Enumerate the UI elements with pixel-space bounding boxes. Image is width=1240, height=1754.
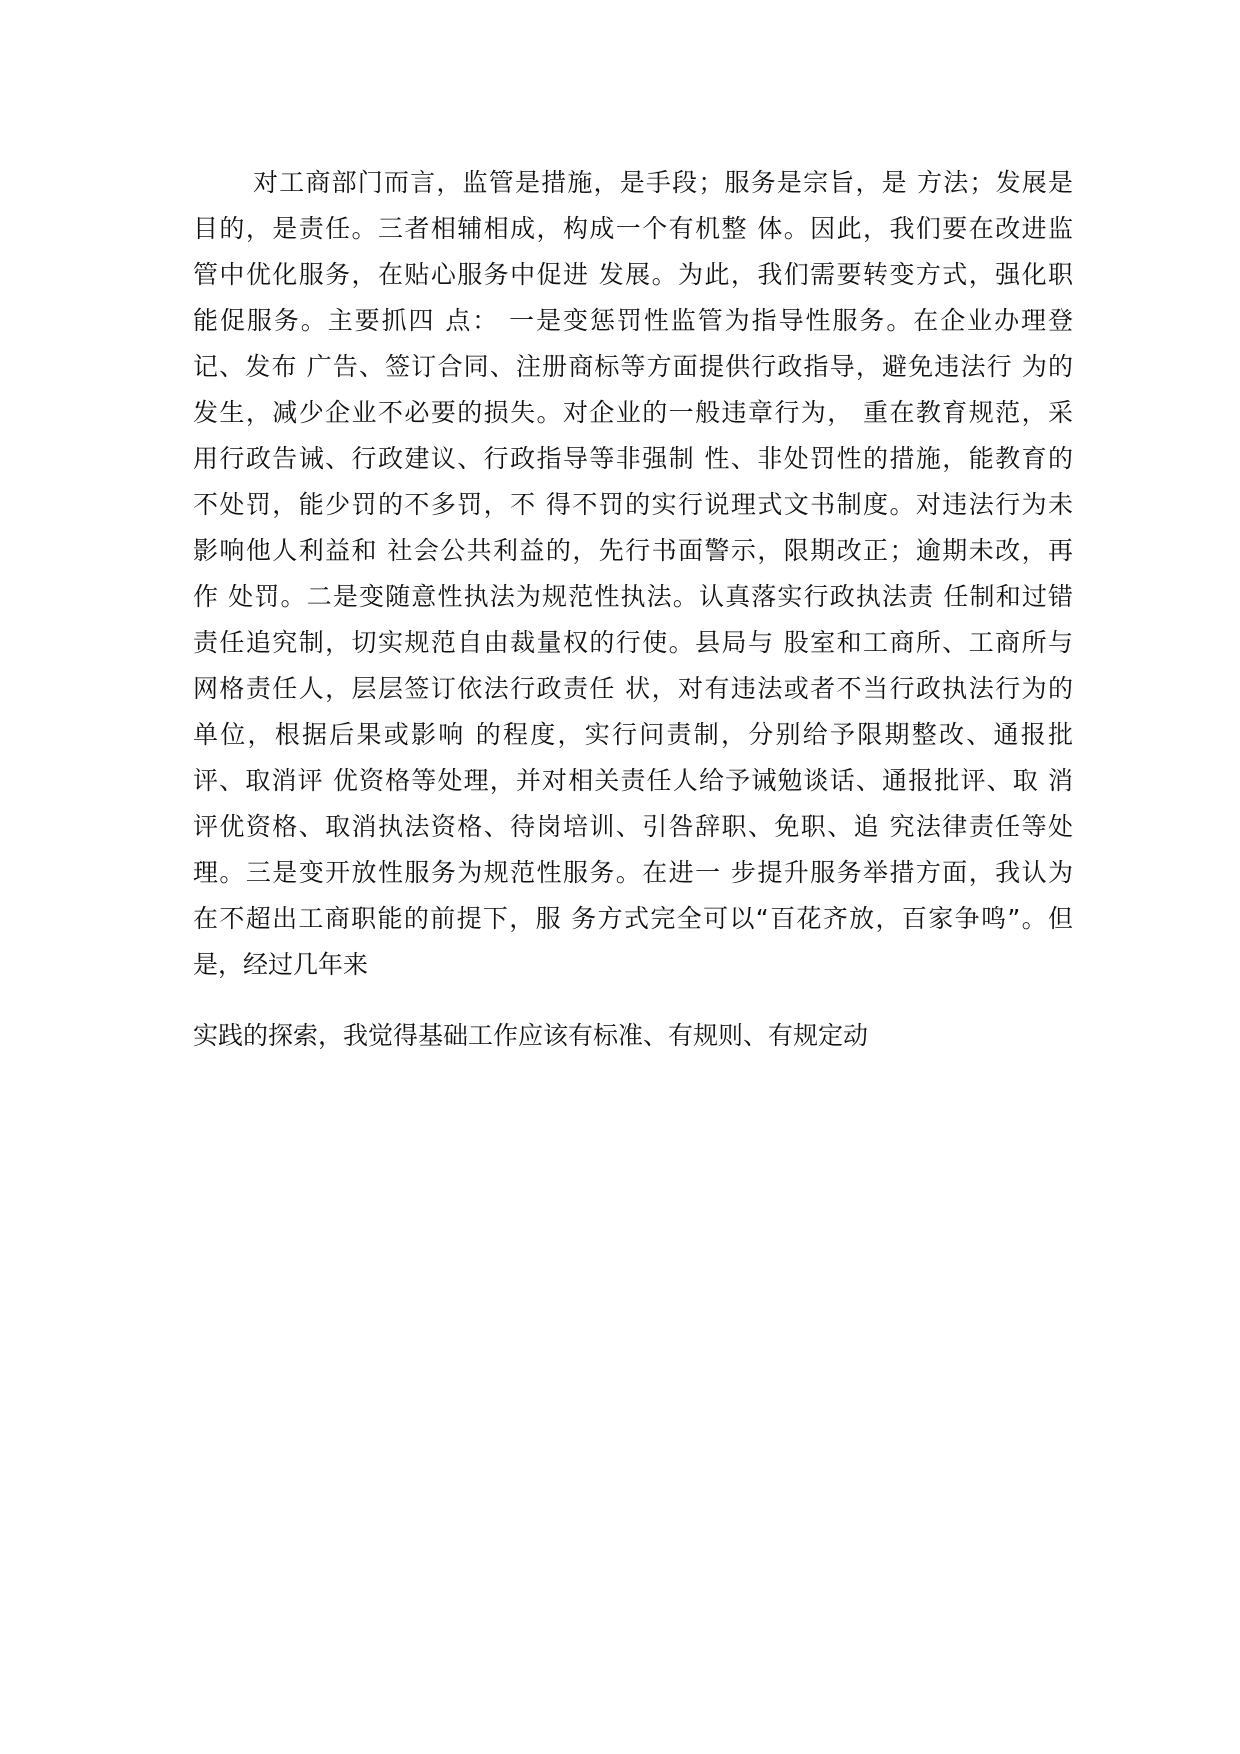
paragraph-line: 评优资格、取消执法资格、待岗培训、引咎辞职、免职、追 究法律责任等处 — [193, 812, 1073, 841]
paragraph-line: 评、取消评 优资格等处理，并对相关责任人给予诫勉谈话、通报批评、取 消 — [193, 766, 1073, 795]
paragraph-line: 责任追究制，切实规范自由裁量权的行使。县局与 股室和工商所、工商所与 — [193, 628, 1073, 657]
paragraph-line: 是，经过几年来 — [193, 950, 369, 979]
paragraph-line: 单位，根据后果或影响 的程度，实行问责制，分别给予限期整改、通报批 — [193, 720, 1073, 749]
paragraph-line: 作 处罚。二是变随意性执法为规范性执法。认真落实行政执法责 任制和过错 — [193, 582, 1073, 611]
paragraph-line: 理。三是变开放性服务为规范性服务。在进一 步提升服务举措方面，我认为 — [193, 858, 1073, 887]
continuation-line: 实践的探索，我觉得基础工作应该有标准、有规则、有规定动 — [193, 1021, 869, 1050]
paragraph-line: 用行政告诫、行政建议、行政指导等非强制 性、非处罚性的措施，能教育的 — [193, 444, 1073, 473]
paragraph-line: 网格责任人，层层签订依法行政责任 状，对有违法或者不当行政执法行为的 — [193, 674, 1073, 703]
paragraph-line: 目的，是责任。三者相辅相成，构成一个有机整 体。因此，我们要在改进监 — [193, 214, 1073, 243]
paragraph-line: 影响他人利益和 社会公共利益的，先行书面警示，限期改正；逾期未改，再 — [193, 536, 1073, 565]
paragraph-line: 记、发布 广告、签订合同、注册商标等方面提供行政指导，避免违法行 为的 — [193, 352, 1073, 381]
paragraph-line: 在不超出工商职能的前提下，服 务方式完全可以“百花齐放，百家争鸣”。但 — [193, 904, 1073, 933]
paragraph-line: 管中优化服务，在贴心服务中促进 发展。为此，我们需要转变方式，强化职 — [193, 260, 1073, 289]
paragraph-line: 对工商部门而言，监管是措施，是手段；服务是宗旨，是 方法；发展是 — [253, 168, 1073, 197]
paragraph-line: 能促服务。主要抓四 点： 一是变惩罚性监管为指导性服务。在企业办理登 — [193, 306, 1073, 335]
body-paragraph — [193, 160, 1073, 988]
paragraph-line: 发生，减少企业不必要的损失。对企业的一般违章行为， 重在教育规范，采 — [193, 398, 1073, 427]
paragraph-line: 不处罚，能少罚的不多罚，不 得不罚的实行说理式文书制度。对违法行为未 — [193, 490, 1073, 519]
